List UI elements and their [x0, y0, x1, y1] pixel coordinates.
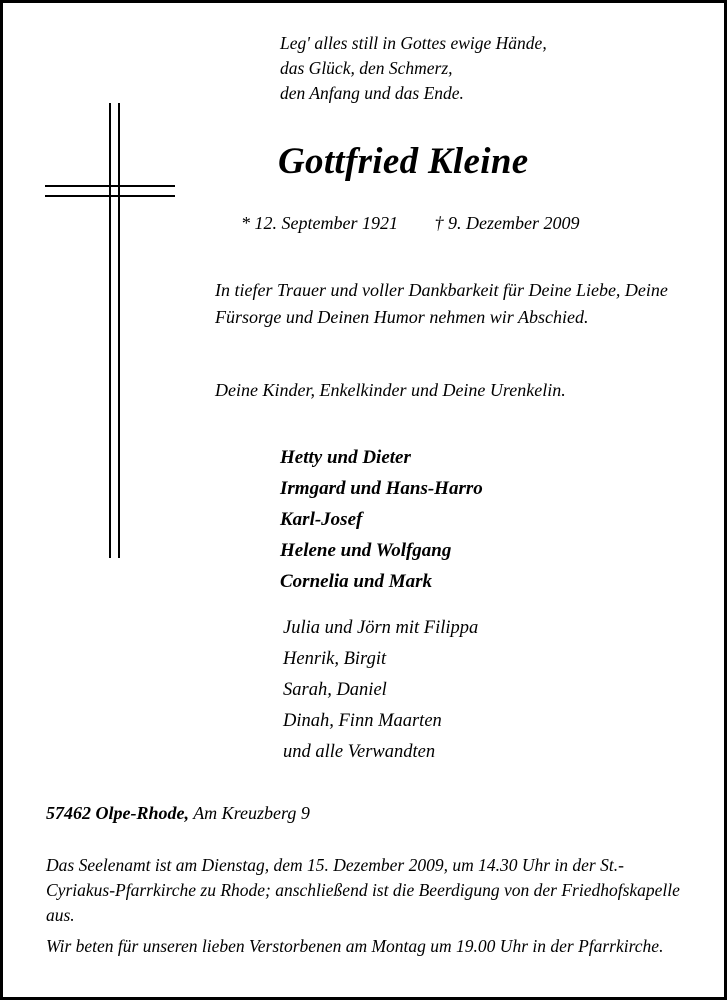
list-item: Karl-Josef: [280, 509, 363, 530]
list-item: Dinah, Finn Maarten: [283, 711, 442, 731]
list-item: und alle Verwandten: [283, 742, 436, 762]
list-item: Hetty und Dieter: [280, 447, 411, 468]
list-item: Irmgard und Hans-Harro: [280, 478, 483, 499]
list-item: Cornelia und Mark: [280, 571, 433, 592]
list-item: Helene und Wolfgang: [280, 540, 452, 561]
list-item: Henrik, Birgit: [283, 649, 387, 669]
memorial-verse-line-1: Leg' alles still in Gottes ewige Hände,: [280, 33, 547, 53]
birth-date: * 12. September 1921: [241, 213, 398, 233]
notice-body: [3, 3, 724, 997]
list-item: Sarah, Daniel: [283, 680, 387, 700]
memorial-verse: [280, 31, 700, 106]
family-primary-list: [280, 442, 700, 597]
death-date: † 9. Dezember 2009: [434, 213, 580, 233]
life-dates: [241, 213, 701, 234]
address: [46, 803, 686, 824]
family-secondary-list: [283, 613, 703, 768]
mourning-paragraph: In tiefer Trauer und voller Dankbarkeit für Deine Liebe, Deine Fürsorge und Deinen Humor nehmen wir Abschied.: [215, 280, 668, 327]
survivors-intro: Deine Kinder, Enkelkinder und Deine Urenkelin.: [215, 380, 566, 400]
deceased-name: Gottfried Kleine: [278, 141, 529, 182]
address-zip-city: 57462 Olpe-Rhode,: [46, 803, 189, 823]
cross-vertical-line-left: [109, 103, 111, 558]
cross-icon: [45, 103, 175, 558]
prayer-info: Wir beten für unseren lieben Verstorbenen am Montag um 19.00 Uhr in der Pfarrkirche.: [46, 936, 664, 956]
address-street: Am Kreuzberg 9: [193, 803, 310, 823]
list-item: Julia und Jörn mit Filippa: [283, 618, 479, 638]
funeral-service-info: Das Seelenamt ist am Dienstag, dem 15. Dezember 2009, um 14.30 Uhr in der St.-Cyriakus-Pfarrkirche zu Rhode; anschließend ist die Beerdigung von der Friedhofskapelle aus.: [46, 855, 680, 925]
cross-horizontal-line-top: [45, 185, 175, 187]
memorial-verse-line-2: das Glück, den Schmerz,: [280, 58, 453, 78]
cross-vertical-line-right: [118, 103, 120, 558]
cross-horizontal-line-bottom: [45, 195, 175, 197]
memorial-verse-line-3: den Anfang und das Ende.: [280, 83, 464, 103]
